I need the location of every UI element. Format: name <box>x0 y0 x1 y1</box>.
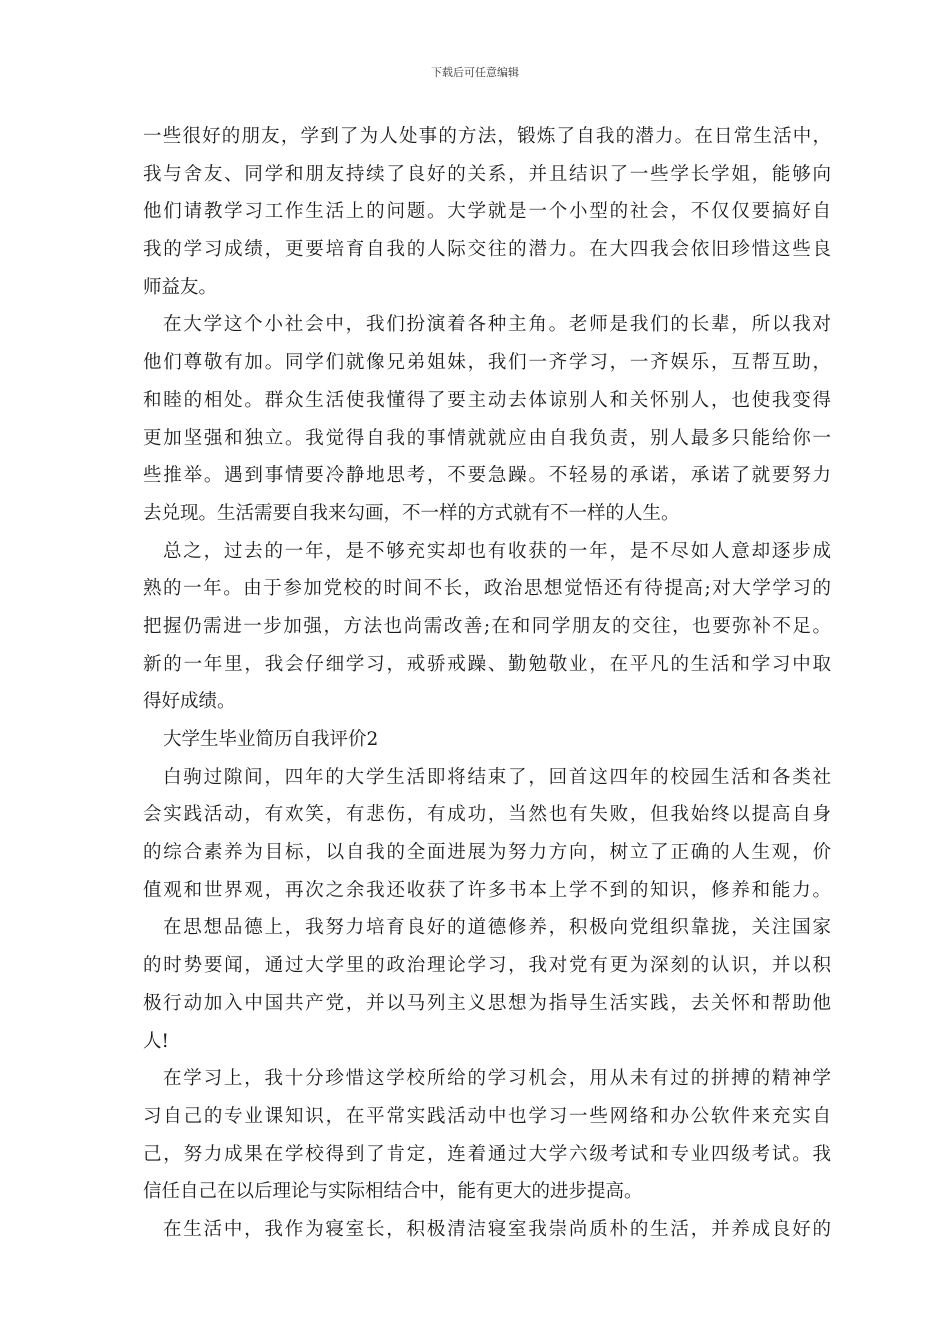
text-line: 在思想品德上，我努力培育良好的道德修养，积极向党组织靠拢，关注国家 <box>163 917 831 939</box>
text-line: 人! <box>143 1030 169 1052</box>
text-line: 的时势要闻，通过大学里的政治理论学习，我对党有更为深刻的认识，并以积 <box>143 955 831 977</box>
text-line: 些推举。遇到事情要冷静地思考，不要急躁。不轻易的承诺，承诺了就要努力 <box>143 465 831 487</box>
text-line: 会实践活动，有欢笑，有悲伤，有成功，当然也有失败，但我始终以提高自身 <box>143 804 831 826</box>
text-line: 我与舍友、同学和朋友持续了良好的关系，并且结识了一些学长学姐，能够向 <box>143 163 831 185</box>
text-line: 在大学这个小社会中，我们扮演着各种主角。老师是我们的长辈，所以我对 <box>163 314 831 336</box>
text-line: 己，努力成果在学校得到了肯定，连着通过大学六级考试和专业四级考试。我 <box>143 1143 831 1165</box>
text-line: 在生活中，我作为寝室长，积极清洁寝室我崇尚质朴的生活，并养成良好的 <box>163 1218 831 1240</box>
text-line: 一些很好的朋友，学到了为人处事的方法，锻炼了自我的潜力。在日常生活中， <box>143 126 831 147</box>
text-line: 大学生毕业简历自我评价2 <box>163 729 379 750</box>
text-line: 总之，过去的一年，是不够充实却也有收获的一年，是不尽如人意却逐步成 <box>163 540 831 562</box>
text-line: 新的一年里，我会仔细学习，戒骄戒躁、勤勉敬业，在平凡的生活和学习中取 <box>143 653 831 675</box>
document-body <box>143 118 831 1249</box>
text-line: 白驹过隙间，四年的大学生活即将结束了，回首这四年的校园生活和各类社 <box>163 766 831 788</box>
text-line: 和睦的相处。群众生活使我懂得了要主动去体谅别人和关怀别人，也使我变得 <box>143 389 831 411</box>
text-line: 在学习上，我十分珍惜这学校所给的学习机会，用从未有过的拼搏的精神学 <box>163 1068 831 1090</box>
text-line: 信任自己在以后理论与实际相结合中，能有更大的进步提高。 <box>143 1181 643 1203</box>
text-line: 师益友。 <box>143 276 218 298</box>
text-line: 我的学习成绩，更要培育自我的人际交往的潜力。在大四我会依旧珍惜这些良 <box>143 239 831 261</box>
text-line: 值观和世界观，再次之余我还收获了许多书本上学不到的知识，修养和能力。 <box>143 879 831 901</box>
text-line: 更加坚强和独立。我觉得自我的事情就就应由自我负责，别人最多只能给你一 <box>143 427 831 449</box>
text-line: 去兑现。生活需要自我来勾画，不一样的方式就有不一样的人生。 <box>143 502 680 524</box>
text-line: 他们尊敬有加。同学们就像兄弟姐妹，我们一齐学习，一齐娱乐，互帮互助， <box>143 352 831 374</box>
text-line: 把握仍需进一步加强，方法也尚需改善;在和同学朋友的交往，也要弥补不足。 <box>143 615 831 637</box>
text-line: 的综合素养为目标，以自我的全面进展为努力方向，树立了正确的人生观，价 <box>143 842 831 864</box>
text-line: 得好成绩。 <box>143 691 236 713</box>
text-line: 极行动加入中国共产党，并以马列主义思想为指导生活实践，去关怀和帮助他 <box>143 992 831 1014</box>
page-header: 下载后可任意编辑 <box>431 66 519 79</box>
text-line: 熟的一年。由于参加党校的时间不长，政治思想觉悟还有待提高;对大学学习的 <box>143 578 831 600</box>
text-line: 他们请教学习工作生活上的问题。大学就是一个小型的社会，不仅仅要搞好自 <box>143 201 831 223</box>
text-line: 习自己的专业课知识，在平常实践活动中也学习一些网络和办公软件来充实自 <box>143 1105 831 1127</box>
